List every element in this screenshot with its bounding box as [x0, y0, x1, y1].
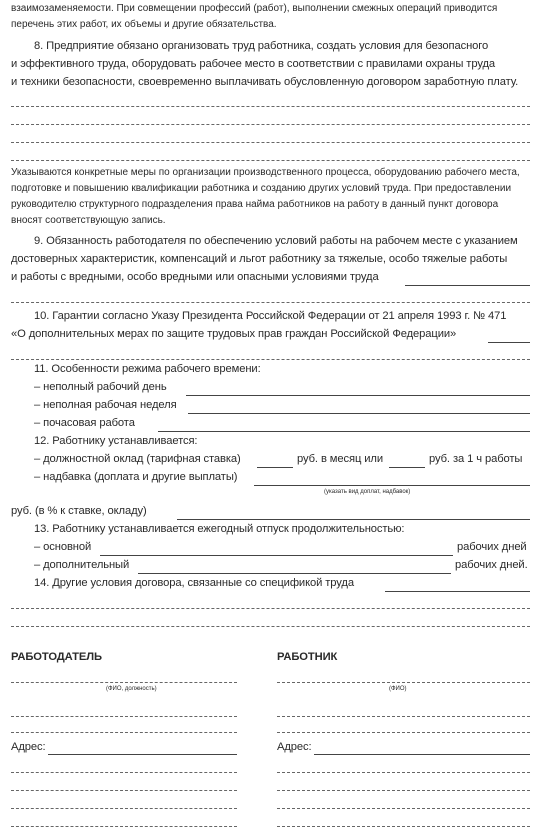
clause-13-item: – дополнительный — [34, 559, 130, 571]
clause-11-item: – неполный рабочий день — [34, 381, 167, 393]
fill-line[interactable] — [277, 790, 530, 791]
fill-line[interactable] — [257, 467, 293, 468]
clause-11-title: 11. Особенности режима рабочего времени: — [34, 363, 261, 375]
note-line: подготовке и повышению квалификации работника и созданию других условий труда. При предоставлении — [11, 183, 512, 194]
clause-12-title: 12. Работнику устанавливается: — [34, 435, 198, 447]
fill-line[interactable] — [11, 808, 237, 809]
note-line: Указываются конкретные меры по организации производственного процесса, оборудованию рабочего места, — [11, 167, 520, 178]
employer-heading: РАБОТОДАТЕЛЬ — [11, 651, 102, 663]
clause-11-item: – неполная рабочая неделя — [34, 399, 177, 411]
fill-line[interactable] — [11, 716, 237, 717]
fill-line[interactable] — [405, 285, 530, 286]
fill-line[interactable] — [186, 395, 530, 396]
field-hint: (ФИО, должность) — [106, 686, 157, 692]
clause-8-line: и эффективного труда, оборудовать рабочее место в соответствии с правилами охраны труда — [11, 58, 496, 70]
clause-12-text: руб. в месяц или — [297, 453, 383, 465]
clause-8-line: и техники безопасности, своевременно выплачивать обусловленную договором заработную плату. — [11, 76, 519, 88]
fill-line[interactable] — [277, 808, 530, 809]
fill-line[interactable] — [11, 106, 530, 107]
address-label: Адрес: — [277, 741, 312, 753]
employee-heading: РАБОТНИК — [277, 651, 338, 663]
employee-name-line[interactable] — [277, 682, 530, 683]
address-line[interactable] — [314, 754, 530, 755]
fill-line[interactable] — [138, 573, 451, 574]
fill-line[interactable] — [11, 790, 237, 791]
paragraph-line: перечень этих работ, их объемы и другие обязательства. — [11, 19, 277, 30]
fill-line[interactable] — [389, 467, 425, 468]
fill-line[interactable] — [277, 826, 530, 827]
fill-line[interactable] — [188, 413, 530, 414]
fill-line[interactable] — [385, 591, 530, 592]
fill-line[interactable] — [277, 772, 530, 773]
fill-line[interactable] — [11, 826, 237, 827]
note-line: руководителю структурного подразделения права найма работников на работу в данный пункт договора — [11, 199, 499, 210]
clause-12-item: руб. (в % к ставке, окладу) — [11, 505, 147, 517]
clause-12-item: – надбавка (доплата и другие выплаты) — [34, 471, 238, 483]
fill-line[interactable] — [11, 160, 530, 161]
fill-line[interactable] — [100, 555, 453, 556]
field-hint: (указать вид доплат, надбавок) — [324, 489, 411, 495]
fill-line[interactable] — [11, 142, 530, 143]
clause-9-line: и работы с вредными, особо вредными или опасными условиями труда — [11, 271, 379, 283]
clause-11-item: – почасовая работа — [34, 417, 135, 429]
fill-line[interactable] — [277, 716, 530, 717]
clause-13-title: 13. Работнику устанавливается ежегодный отпуск продолжительностью: — [34, 523, 405, 535]
fill-line[interactable] — [158, 431, 530, 432]
fill-line[interactable] — [488, 342, 530, 343]
fill-line[interactable] — [11, 732, 237, 733]
fill-line[interactable] — [11, 626, 530, 627]
fill-line[interactable] — [254, 485, 530, 486]
clause-13-unit: рабочих дней. — [455, 559, 528, 571]
fill-line[interactable] — [11, 302, 530, 303]
fill-line[interactable] — [11, 772, 237, 773]
fill-line[interactable] — [277, 732, 530, 733]
field-hint: (ФИО) — [389, 686, 407, 692]
fill-line[interactable] — [11, 124, 530, 125]
employer-name-line[interactable] — [11, 682, 237, 683]
clause-14-title: 14. Другие условия договора, связанные со спецификой труда — [34, 577, 354, 589]
clause-9-line: достоверных характеристик, компенсаций и льгот работнику за тяжелые, особо тяжелые работы — [11, 253, 508, 265]
fill-line[interactable] — [11, 608, 530, 609]
fill-line[interactable] — [177, 519, 530, 520]
address-line[interactable] — [48, 754, 237, 755]
paragraph-line: взаимозаменяемости. При совмещении профессий (работ), выполнении смежных операций приводится — [11, 3, 498, 14]
clause-13-item: – основной — [34, 541, 92, 553]
clause-8-line: 8. Предприятие обязано организовать труд работника, создать условия для безопасного — [34, 40, 489, 52]
clause-9-line: 9. Обязанность работодателя по обеспечению условий работы на рабочем месте с указанием — [34, 235, 518, 247]
fill-line[interactable] — [11, 359, 530, 360]
clause-12-text: руб. за 1 ч работы — [429, 453, 523, 465]
note-line: вносят соответствующую запись. — [11, 215, 166, 226]
clause-12-item: – должностной оклад (тарифная ставка) — [34, 453, 241, 465]
clause-10-line: «О дополнительных мерах по защите трудовых прав граждан Российской Федерации» — [11, 328, 457, 340]
address-label: Адрес: — [11, 741, 46, 753]
clause-13-unit: рабочих дней — [457, 541, 527, 553]
clause-10-line: 10. Гарантии согласно Указу Президента Российской Федерации от 21 апреля 1993 г. № 471 — [34, 310, 507, 322]
